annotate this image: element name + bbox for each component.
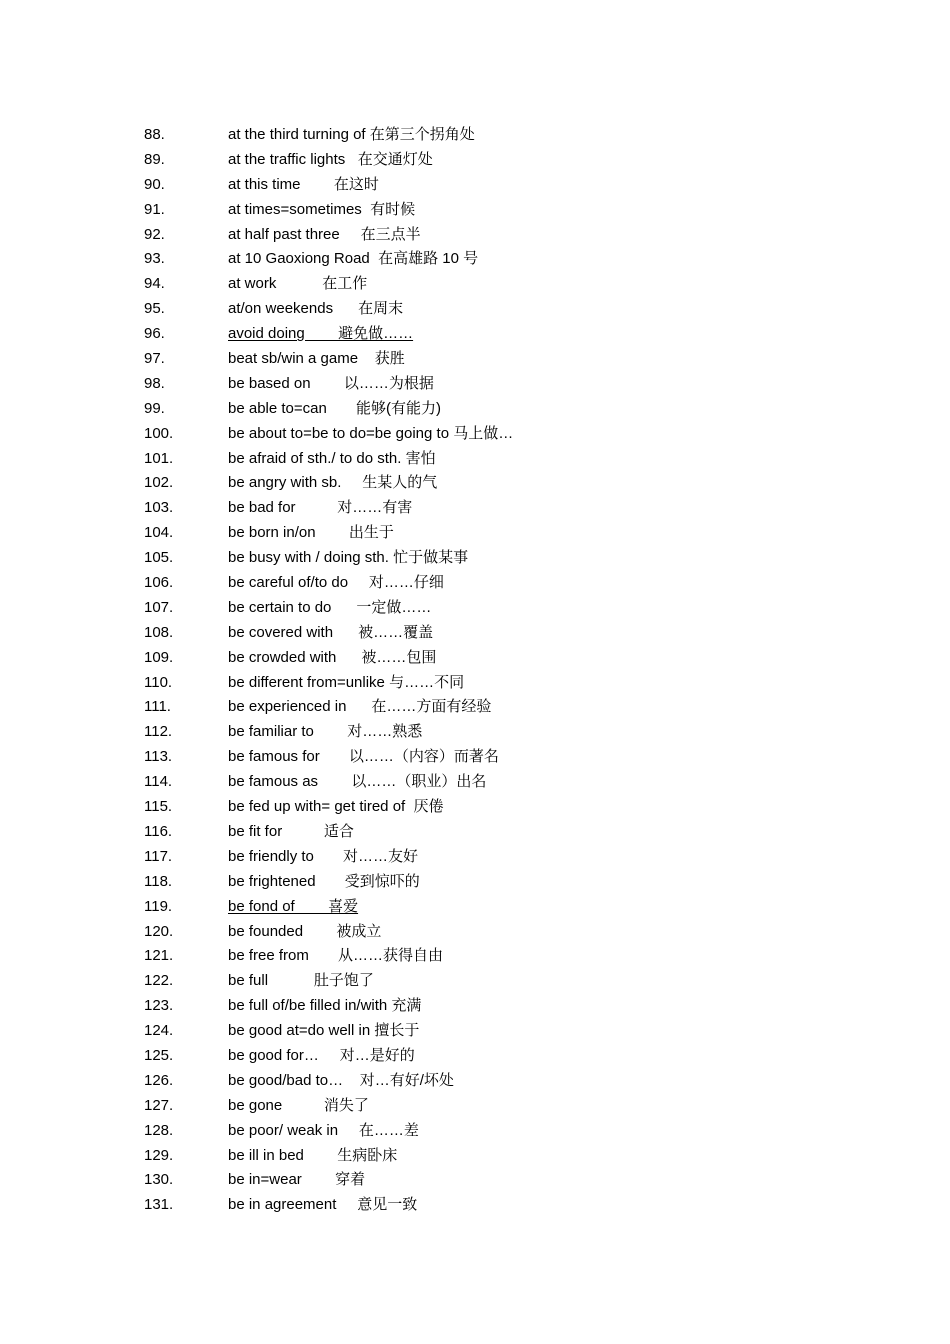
item-number: 122. [144, 972, 174, 990]
phrase-text: avoid doing 避免做…… [228, 325, 414, 343]
item-number: 88. [144, 126, 165, 143]
phrase-text: be careful of/to do 对……仔细 [228, 574, 444, 592]
list-item [144, 148, 864, 173]
phrase-text: be different from=unlike 与……不同 [228, 673, 465, 691]
item-number: 121. [144, 947, 174, 965]
list-item [144, 621, 864, 646]
phrase-text: be friendly to 对……友好 [228, 847, 419, 865]
list-item [144, 745, 864, 770]
list-item [144, 1119, 864, 1144]
phrase-text: be fed up with= get tired of 厌倦 [228, 798, 444, 816]
list-item [144, 223, 864, 248]
item-number: 120. [144, 922, 174, 940]
item-number: 91. [144, 200, 165, 218]
phrase-text: be fond of 喜爱 [228, 897, 359, 915]
item-number: 97. [144, 350, 165, 368]
phrase-text: be gone 消失了 [228, 1096, 369, 1114]
phrase-text: be founded 被成立 [228, 922, 382, 940]
list-item [144, 845, 864, 870]
item-number: 109. [144, 648, 174, 666]
list-item [144, 297, 864, 322]
item-number: 100. [144, 424, 174, 442]
list-item [144, 944, 864, 969]
phrase-text: be poor/ weak in 在……差 [228, 1121, 419, 1139]
phrase-text: at/on weekends 在周末 [228, 300, 404, 318]
list-item [144, 322, 864, 347]
item-number: 118. [144, 872, 173, 890]
phrase-text: be fit for 适合 [228, 822, 354, 840]
item-number: 131. [144, 1196, 174, 1214]
item-number: 110. [144, 673, 173, 691]
phrase-text: be bad for 对……有害 [228, 499, 413, 517]
list-item [144, 1168, 864, 1193]
list-item [144, 895, 864, 920]
list-item [144, 571, 864, 596]
list-item [144, 646, 864, 671]
item-number: 106. [144, 574, 174, 592]
list-item [144, 247, 864, 272]
item-number: 114. [144, 773, 173, 791]
phrase-text: be experienced in 在……方面有经验 [228, 698, 492, 716]
phrase-text: be familiar to 对……熟悉 [228, 723, 423, 741]
item-number: 98. [144, 374, 165, 392]
phrase-text: be in=wear 穿着 [228, 1171, 366, 1189]
item-number: 129. [144, 1146, 174, 1164]
phrase-text: be full 肚子饱了 [228, 972, 374, 990]
item-number: 89. [144, 150, 165, 168]
item-number: 111. [144, 698, 171, 716]
list-item [144, 372, 864, 397]
list-item [144, 397, 864, 422]
item-number: 90. [144, 175, 165, 193]
phrase-text: be able to=can 能够(有能力) [228, 399, 441, 417]
item-number: 103. [144, 499, 174, 517]
list-item [144, 1144, 864, 1169]
phrase-text: at the third turning of 在第三个拐角处 [228, 126, 475, 143]
item-number: 119. [144, 897, 173, 915]
list-item [144, 447, 864, 472]
phrase-text: at work 在工作 [228, 275, 368, 293]
phrase-text: be frightened 受到惊吓的 [228, 872, 420, 890]
list-item [144, 1193, 864, 1218]
item-number: 130. [144, 1171, 174, 1189]
item-number: 115. [144, 798, 173, 816]
list-item [144, 795, 864, 820]
list-item [144, 720, 864, 745]
item-number: 92. [144, 225, 165, 243]
list-item [144, 596, 864, 621]
phrase-text: be in agreement 意见一致 [228, 1196, 418, 1214]
phrase-text: be full of/be filled in/with 充满 [228, 997, 422, 1015]
item-number: 99. [144, 399, 165, 417]
phrase-text: be famous for 以……（内容）而著名 [228, 748, 499, 766]
list-item [144, 496, 864, 521]
list-item [144, 671, 864, 696]
list-item [144, 422, 864, 447]
phrase-text: be good for… 对…是好的 [228, 1046, 415, 1064]
item-number: 107. [144, 598, 174, 616]
list-item [144, 770, 864, 795]
item-number: 127. [144, 1096, 174, 1114]
item-number: 116. [144, 822, 173, 840]
list-item [144, 198, 864, 223]
list-item [144, 347, 864, 372]
list-item [144, 820, 864, 845]
item-number: 104. [144, 524, 174, 542]
phrase-text: be based on 以……为根据 [228, 374, 434, 392]
list-item [144, 994, 864, 1019]
item-number: 128. [144, 1121, 174, 1139]
item-number: 125. [144, 1046, 174, 1064]
phrase-list [144, 123, 864, 1218]
phrase-text: at 10 Gaoxiong Road 在高雄路 10 号 [228, 250, 479, 268]
item-number: 124. [144, 1022, 174, 1040]
item-number: 123. [144, 997, 174, 1015]
phrase-text: at this time 在这时 [228, 175, 379, 193]
phrase-text: be famous as 以……（职业）出名 [228, 773, 487, 791]
item-number: 108. [144, 623, 174, 641]
item-number: 126. [144, 1071, 174, 1089]
list-item [144, 1044, 864, 1069]
item-number: 102. [144, 474, 174, 492]
phrase-text: at the traffic lights 在交通灯处 [228, 150, 433, 168]
list-item [144, 695, 864, 720]
phrase-text: be good/bad to… 对…有好/坏处 [228, 1071, 454, 1089]
phrase-text: be angry with sb. 生某人的气 [228, 474, 438, 492]
list-item [144, 272, 864, 297]
phrase-text: be certain to do 一定做…… [228, 598, 432, 616]
phrase-text: be born in/on 出生于 [228, 524, 394, 542]
phrase-text: be ill in bed 生病卧床 [228, 1146, 398, 1164]
list-item [144, 1019, 864, 1044]
phrase-text: be covered with 被……覆盖 [228, 623, 434, 641]
list-item [144, 471, 864, 496]
list-item [144, 173, 864, 198]
item-number: 95. [144, 300, 165, 318]
phrase-text: beat sb/win a game 获胜 [228, 350, 405, 368]
phrase-text: be free from 从……获得自由 [228, 947, 444, 965]
item-number: 117. [144, 847, 173, 865]
phrase-text: at half past three 在三点半 [228, 225, 421, 243]
item-number: 96. [144, 325, 165, 343]
phrase-text: be afraid of sth./ to do sth. 害怕 [228, 449, 436, 467]
list-item [144, 920, 864, 945]
list-item [144, 546, 864, 571]
phrase-text: be about to=be to do=be going to 马上做… [228, 424, 514, 442]
phrase-text: be busy with / doing sth. 忙于做某事 [228, 549, 469, 567]
item-number: 101. [144, 449, 174, 467]
phrase-text: be crowded with 被……包围 [228, 648, 437, 666]
list-item [144, 1094, 864, 1119]
list-item [144, 123, 864, 148]
item-number: 112. [144, 723, 173, 741]
list-item [144, 969, 864, 994]
list-item [144, 1069, 864, 1094]
item-number: 93. [144, 250, 165, 268]
item-number: 94. [144, 275, 165, 293]
phrase-text: at times=sometimes 有时候 [228, 200, 416, 218]
item-number: 113. [144, 748, 173, 766]
list-item [144, 870, 864, 895]
item-number: 105. [144, 549, 174, 567]
list-item [144, 521, 864, 546]
phrase-text: be good at=do well in 擅长于 [228, 1022, 420, 1040]
